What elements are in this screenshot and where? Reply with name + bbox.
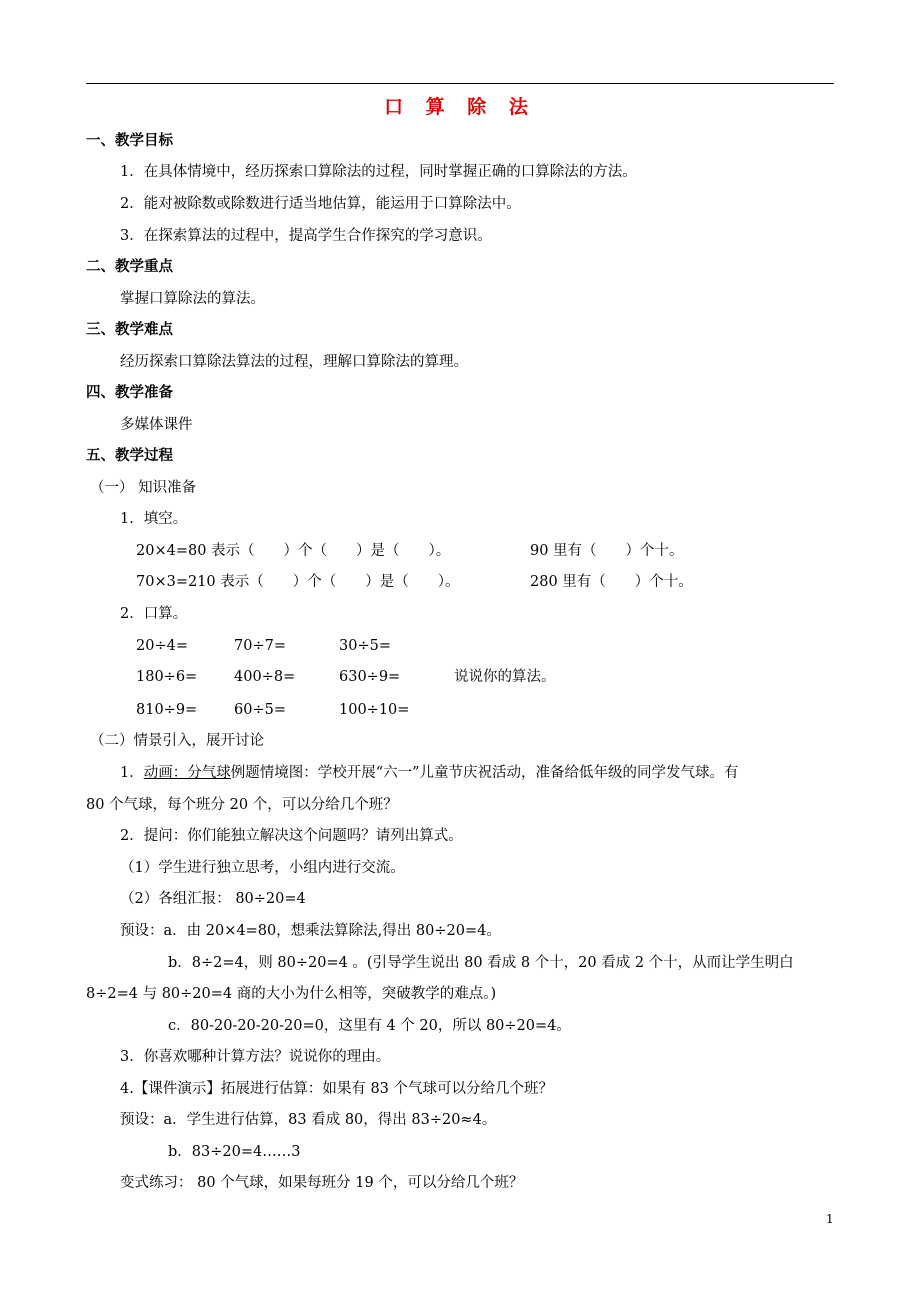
paragraph-text: 例题情境图：学校开展“六一”儿童节庆祝活动，准备给低年级的同学发气球。有	[230, 765, 739, 781]
animation-link[interactable]: 动画：分气球	[143, 765, 231, 781]
objective-item: 2．能对被除数或除数进行适当地估算，能运用于口算除法中。	[120, 196, 521, 212]
page-number: 1	[826, 1212, 834, 1226]
section-heading-key-points: 二、教学重点	[86, 259, 173, 275]
step-1: （1）学生进行独立思考，小组内进行交流。	[120, 860, 405, 876]
section-heading-objectives: 一、教学目标	[86, 133, 173, 149]
document-title: 口 算 除 法	[384, 96, 536, 118]
variation-exercise: 变式练习： 80 个气球，如果每班分 19 个，可以分给几个班？	[120, 1175, 524, 1191]
fill-left: 70×3=210 表示（ ）个（ ）是（ ）。	[136, 574, 460, 590]
oral-cell: 70÷7=	[234, 638, 286, 654]
preset-a: 预设：a．由 20×4=80，想乘法算除法,得出 80÷20=4。	[120, 923, 501, 939]
paragraph-2: 2．提问：你们能独立解决这个问题吗？请列出算式。	[120, 828, 463, 844]
preset-b: b．8÷2=4，则 80÷20=4 。(引导学生说出 80 看成 8 个十，20 看成 2 个十，从而让学生明白	[168, 955, 794, 971]
oral-cell: 60÷5=	[234, 702, 286, 718]
section-heading-process: 五、教学过程	[86, 448, 173, 464]
oral-cell: 20÷4=	[136, 638, 188, 654]
oral-cell: 810÷9=	[136, 702, 198, 718]
preset-4a: 预设：a．学生进行估算，83 看成 80，得出 83÷20≈4。	[120, 1112, 497, 1128]
part2-heading: （二）情景引入，展开讨论	[90, 733, 264, 749]
fill-right: 90 里有（ ）个十。	[530, 543, 684, 559]
key-points-text: 掌握口算除法的算法。	[120, 291, 265, 307]
section-heading-difficulties: 三、教学难点	[86, 322, 173, 338]
difficulties-text: 经历探索口算除法算法的过程，理解口算除法的算理。	[120, 354, 468, 370]
oral-cell: 30÷5=	[339, 638, 391, 654]
paragraph-number: 1．	[120, 765, 144, 781]
paragraph-4: 4.【课件演示】拓展进行估算：如果有 83 个气球可以分给几个班？	[120, 1081, 554, 1097]
step-2: （2）各组汇报： 80÷20=4	[120, 891, 306, 907]
question-fill: 1．填空。	[120, 511, 188, 527]
objective-item: 3．在探索算法的过程中，提高学生合作探究的学习意识。	[120, 228, 492, 244]
fill-right: 280 里有（ ）个十。	[530, 574, 693, 590]
oral-cell: 180÷6=	[136, 669, 198, 685]
part1-heading: （一） 知识准备	[90, 480, 197, 496]
preset-c: c．80-20-20-20-20=0，这里有 4 个 20，所以 80÷20=4。	[168, 1018, 571, 1034]
paragraph-3: 3．你喜欢哪种计算方法？说说你的理由。	[120, 1049, 391, 1065]
header-rule	[86, 83, 834, 84]
preset-b-cont: 8÷2=4 与 80÷20=4 商的大小为什么相等，突破教学的难点。)	[86, 986, 497, 1002]
paragraph-1-cont: 80 个气球，每个班分 20 个，可以分给几个班？	[86, 797, 398, 813]
oral-cell: 630÷9=	[339, 669, 401, 685]
section-heading-preparation: 四、教学准备	[86, 385, 173, 401]
paragraph-1	[120, 763, 739, 783]
oral-cell: 100÷10=	[339, 702, 410, 718]
fill-left: 20×4=80 表示（ ）个（ ）是（ ）。	[136, 543, 451, 559]
question-oral: 2．口算。	[120, 606, 188, 622]
oral-prompt: 说说你的算法。	[454, 669, 556, 685]
objective-item: 1．在具体情境中，经历探索口算除法的过程，同时掌握正确的口算除法的方法。	[120, 164, 637, 180]
preset-4b: b．83÷20=4……3	[168, 1144, 301, 1160]
preparation-text: 多媒体课件	[120, 417, 193, 433]
oral-cell: 400÷8=	[234, 669, 296, 685]
